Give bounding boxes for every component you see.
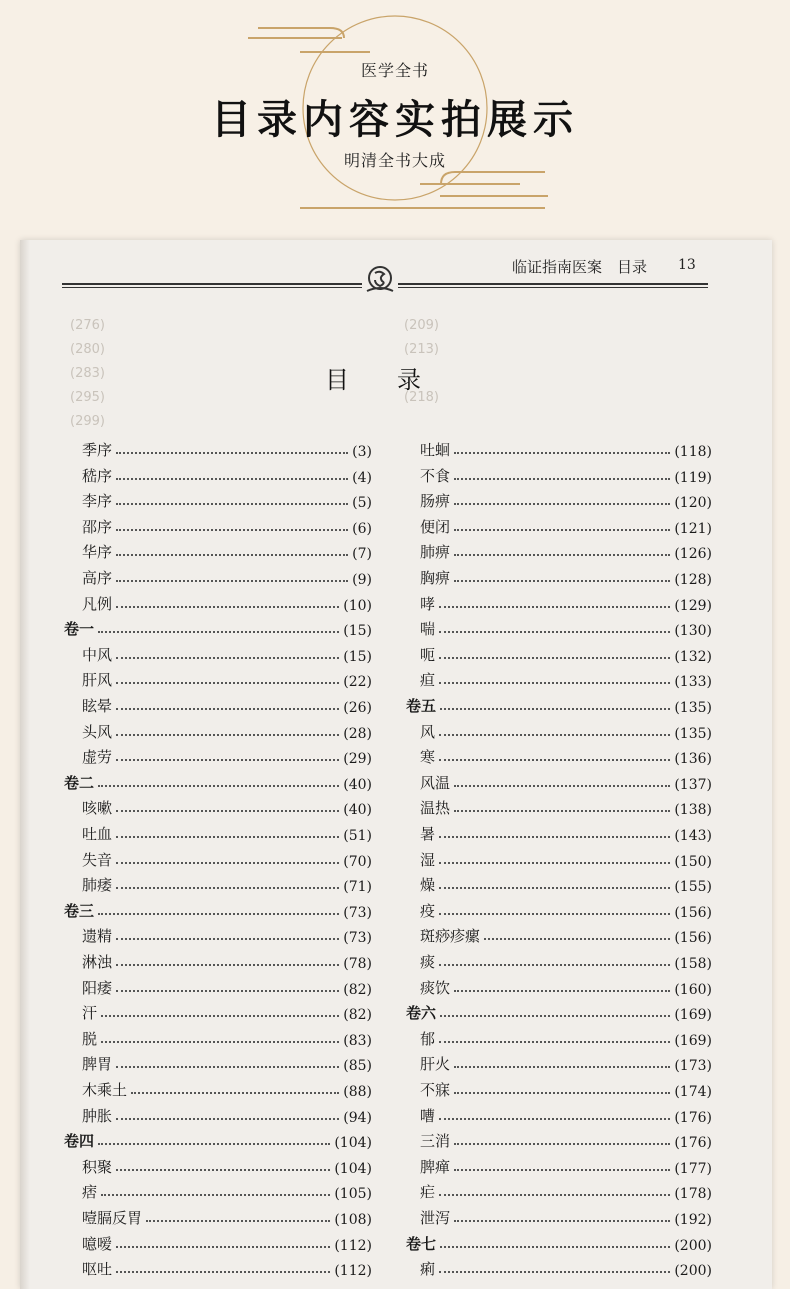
toc-entry <box>420 1206 712 1228</box>
toc-entry <box>420 464 712 486</box>
toc-entry-page: (26) <box>343 700 372 716</box>
toc-entry <box>82 873 372 895</box>
toc-entry-label: 遗精 <box>82 927 113 946</box>
toc-entry-label: 痰饮 <box>420 978 451 997</box>
toc-entry-page: (82) <box>343 1007 372 1024</box>
toc-entry-page: (9) <box>352 572 372 588</box>
dot-leader <box>439 912 670 915</box>
toc-entry-page: (200) <box>674 1263 712 1280</box>
bleed-through-text: (295) <box>70 390 105 405</box>
toc-entry <box>82 720 372 742</box>
toc-entry <box>420 1078 712 1100</box>
toc-entry-page: (129) <box>674 597 712 614</box>
toc-entry-label: 嘈 <box>420 1106 436 1125</box>
dot-leader <box>116 861 339 864</box>
dot-leader <box>440 707 670 710</box>
toc-entry-page: (40) <box>343 776 372 793</box>
toc-entry-page: (174) <box>674 1084 712 1100</box>
dot-leader <box>116 656 339 659</box>
toc-entry <box>420 1155 712 1177</box>
toc-volume-entry <box>406 1232 712 1254</box>
dot-leader <box>98 784 339 787</box>
toc-entry-label: 肝风 <box>82 671 113 690</box>
toc-entry-page: (128) <box>674 572 712 588</box>
toc-entry-page: (130) <box>674 623 712 640</box>
bleed-through-text: (213) <box>404 342 439 357</box>
dot-leader <box>116 989 339 992</box>
toc-entry-page: (135) <box>674 700 712 716</box>
dot-leader <box>98 630 339 633</box>
toc-entry <box>82 924 372 946</box>
toc-entry-label: 便闭 <box>420 517 451 536</box>
toc-entry-page: (176) <box>674 1135 712 1152</box>
toc-entry-label: 失音 <box>82 850 113 869</box>
toc-entry <box>82 1206 372 1228</box>
toc-entry-label: 邵序 <box>82 517 113 536</box>
toc-entry-label: 嵇序 <box>82 466 113 485</box>
dot-leader <box>439 1117 670 1120</box>
toc-entry-page: (3) <box>352 444 372 460</box>
toc-entry-page: (137) <box>674 776 712 793</box>
dot-leader <box>98 1142 330 1145</box>
toc-entry-label: 凡例 <box>82 594 113 613</box>
dot-leader <box>116 1065 339 1068</box>
toc-entry <box>82 848 372 870</box>
dot-leader <box>439 1193 670 1196</box>
toc-entry-label: 温热 <box>420 799 451 818</box>
toc-entry-label: 吐蛔 <box>420 441 451 459</box>
bleed-through-text: (299) <box>70 414 105 429</box>
toc-entry-page: (120) <box>674 495 712 512</box>
toc-entry <box>420 643 712 665</box>
dot-leader <box>440 1245 670 1248</box>
toc-entry <box>420 489 712 511</box>
dot-leader <box>116 809 339 812</box>
toc-entry-page: (155) <box>674 879 712 896</box>
toc-entry <box>420 1129 712 1151</box>
dot-leader <box>439 1040 670 1043</box>
toc-entry-label: 卷二 <box>64 773 95 792</box>
toc-entry-page: (5) <box>352 495 372 512</box>
toc-entry-label: 泄泻 <box>420 1209 451 1227</box>
dot-leader <box>454 1142 670 1145</box>
banner-main-title: 目录内容实拍展示 <box>211 97 579 143</box>
dot-leader <box>116 1270 330 1273</box>
dot-leader <box>116 579 348 582</box>
toc-entry <box>420 1257 712 1279</box>
dot-leader <box>454 579 670 582</box>
toc-entry <box>420 1180 712 1202</box>
toc-entry-page: (156) <box>674 904 712 921</box>
promo-banner <box>0 0 790 230</box>
toc-entry <box>82 1104 372 1126</box>
toc-entry-label: 汗 <box>82 1004 98 1023</box>
toc-entry-page: (133) <box>674 674 712 691</box>
toc-entry-page: (119) <box>674 469 712 486</box>
toc-entry <box>82 745 372 767</box>
toc-entry <box>420 1104 712 1126</box>
dot-leader <box>454 1091 670 1094</box>
toc-entry-label: 风 <box>420 722 436 741</box>
toc-entry <box>82 592 372 614</box>
toc-entry-page: (160) <box>674 981 712 998</box>
toc-volume-entry <box>64 617 372 639</box>
toc-entry <box>420 796 712 818</box>
toc-entry-page: (15) <box>343 623 372 640</box>
toc-entry-page: (156) <box>674 930 712 947</box>
toc-entry <box>420 1027 712 1049</box>
dot-leader <box>116 1117 339 1120</box>
toc-entry-page: (177) <box>674 1160 712 1177</box>
toc-entry-page: (112) <box>334 1263 372 1280</box>
toc-entry-label: 燥 <box>420 876 436 895</box>
toc-entry-label: 不寐 <box>420 1081 451 1099</box>
dot-leader <box>116 963 339 966</box>
dot-leader <box>454 784 670 787</box>
toc-entry-label: 咳嗽 <box>82 799 113 818</box>
toc-entry-page: (83) <box>343 1032 372 1049</box>
dot-leader <box>439 835 670 838</box>
toc-entry <box>420 720 712 742</box>
toc-entry-page: (29) <box>343 751 372 768</box>
dot-leader <box>439 656 670 659</box>
toc-entry-label: 风温 <box>420 773 451 792</box>
toc-entry-page: (132) <box>674 648 712 665</box>
bleed-through-text: (276) <box>70 318 105 333</box>
toc-entry-label: 华序 <box>82 543 113 562</box>
dot-leader <box>440 1014 670 1017</box>
toc-entry-page: (169) <box>674 1007 712 1024</box>
toc-entry-label: 痢 <box>420 1260 436 1279</box>
toc-entry <box>82 1078 372 1100</box>
header-rule <box>398 283 708 285</box>
toc-entry-page: (104) <box>334 1160 372 1177</box>
dot-leader <box>101 1014 339 1017</box>
dot-leader <box>454 553 670 556</box>
toc-entry-label: 暑 <box>420 825 436 843</box>
toc-entry <box>420 1052 712 1074</box>
toc-entry <box>420 924 712 946</box>
toc-entry-label: 木乘土 <box>82 1081 128 1099</box>
toc-entry <box>82 515 372 537</box>
dot-leader <box>439 630 670 633</box>
toc-entry-label: 疸 <box>420 671 436 690</box>
toc-entry-label: 头风 <box>82 722 113 741</box>
page-gutter-shadow <box>20 240 30 1289</box>
publisher-emblem-icon <box>364 264 396 296</box>
toc-entry <box>82 540 372 562</box>
toc-entry <box>82 822 372 844</box>
toc-entry <box>82 438 372 460</box>
toc-entry-label: 肠痹 <box>420 492 451 511</box>
toc-entry <box>420 771 712 793</box>
toc-entry-page: (15) <box>343 648 372 665</box>
toc-entry-label: 眩晕 <box>82 697 113 715</box>
toc-entry-page: (88) <box>343 1084 372 1100</box>
toc-entry-label: 阳痿 <box>82 978 113 997</box>
toc-entry-label: 不食 <box>420 466 451 485</box>
toc-entry <box>420 438 712 460</box>
toc-entry-label: 中风 <box>82 645 113 664</box>
bleed-through-text: (280) <box>70 342 105 357</box>
dot-leader <box>439 733 670 736</box>
toc-volume-entry <box>64 1129 372 1151</box>
header-rule <box>62 283 362 285</box>
toc-entry-label: 肺痿 <box>82 876 113 895</box>
dot-leader <box>439 681 670 684</box>
toc-entry-label: 斑痧疹瘰 <box>420 927 481 946</box>
toc-entry-label: 季序 <box>82 441 113 459</box>
toc-entry <box>420 745 712 767</box>
toc-entry-page: (6) <box>352 520 372 537</box>
toc-entry-page: (94) <box>343 1109 372 1126</box>
running-header-title: 临证指南医案 目录 <box>512 258 648 276</box>
toc-entry-label: 疫 <box>420 901 436 920</box>
toc-entry-page: (150) <box>674 853 712 870</box>
dot-leader <box>116 502 348 505</box>
bleed-through-text: (283) <box>70 366 105 381</box>
dot-leader <box>101 1193 330 1196</box>
toc-entry-page: (192) <box>674 1212 712 1228</box>
dot-leader <box>116 1245 330 1248</box>
dot-leader <box>439 963 670 966</box>
toc-entry-label: 痞 <box>82 1183 98 1202</box>
toc-entry-page: (108) <box>334 1212 372 1228</box>
dot-leader <box>439 758 670 761</box>
toc-entry-page: (73) <box>343 904 372 921</box>
dot-leader <box>439 605 670 608</box>
dot-leader <box>454 1219 670 1222</box>
toc-entry <box>82 1001 372 1023</box>
toc-entry-page: (105) <box>334 1186 372 1203</box>
toc-entry-label: 肝火 <box>420 1055 451 1074</box>
dot-leader <box>116 451 348 454</box>
dot-leader <box>116 707 339 710</box>
dot-leader <box>439 1270 670 1273</box>
toc-entry <box>420 873 712 895</box>
toc-entry-label: 胸痹 <box>420 569 451 587</box>
dot-leader <box>454 809 670 812</box>
toc-entry-page: (28) <box>343 725 372 742</box>
toc-entry <box>82 1180 372 1202</box>
toc-volume-entry <box>64 771 372 793</box>
toc-entry-label: 噎膈反胃 <box>82 1209 143 1227</box>
toc-entry <box>420 515 712 537</box>
toc-entry-page: (70) <box>343 853 372 870</box>
dot-leader <box>116 733 339 736</box>
dot-leader <box>116 758 339 761</box>
toc-entry-label: 呃 <box>420 645 436 664</box>
toc-entry <box>420 617 712 639</box>
toc-entry-label: 喘 <box>420 620 436 639</box>
dot-leader <box>116 886 339 889</box>
toc-entry-label: 痰 <box>420 953 436 971</box>
toc-entry-page: (121) <box>674 520 712 537</box>
bleed-through-text: (218) <box>404 390 439 405</box>
dot-leader <box>454 1065 670 1068</box>
toc-entry-page: (169) <box>674 1032 712 1049</box>
toc-entry-label: 淋浊 <box>82 953 113 971</box>
dot-leader <box>439 861 670 864</box>
toc-entry-label: 疟 <box>420 1183 436 1202</box>
toc-entry-page: (158) <box>674 956 712 972</box>
toc-entry <box>82 566 372 588</box>
toc-entry-label: 湿 <box>420 850 436 869</box>
toc-entry <box>420 822 712 844</box>
toc-entry <box>82 1155 372 1177</box>
toc-entry-label: 郁 <box>420 1029 436 1048</box>
toc-entry-label: 肺痹 <box>420 543 451 562</box>
header-rule <box>398 287 708 288</box>
dot-leader <box>116 605 339 608</box>
toc-entry <box>82 976 372 998</box>
toc-entry <box>420 899 712 921</box>
toc-entry-page: (135) <box>674 725 712 742</box>
toc-entry-page: (85) <box>343 1058 372 1075</box>
toc-entry-label: 卷七 <box>406 1234 437 1253</box>
dot-leader <box>116 528 348 531</box>
toc-volume-entry <box>64 899 372 921</box>
toc-entry-label: 脱 <box>82 1029 98 1048</box>
toc-entry <box>420 566 712 588</box>
toc-entry-page: (178) <box>674 1186 712 1203</box>
dot-leader <box>146 1219 330 1222</box>
toc-entry <box>82 694 372 716</box>
toc-entry-page: (143) <box>674 828 712 844</box>
running-header-page: 13 <box>678 257 696 273</box>
dot-leader <box>454 451 670 454</box>
toc-entry <box>82 668 372 690</box>
toc-entry <box>82 464 372 486</box>
dot-leader <box>116 477 348 480</box>
toc-entry-label: 脾瘅 <box>420 1157 451 1176</box>
toc-entry-page: (104) <box>334 1135 372 1152</box>
dot-leader <box>116 1168 330 1171</box>
dot-leader <box>454 477 670 480</box>
toc-entry-label: 卷六 <box>406 1004 437 1023</box>
dot-leader <box>116 681 339 684</box>
toc-entry-label: 卷三 <box>64 901 95 920</box>
dot-leader <box>454 989 670 992</box>
toc-entry-page: (71) <box>343 879 372 896</box>
toc-entry <box>420 976 712 998</box>
dot-leader <box>439 886 670 889</box>
toc-entry-label: 虚劳 <box>82 748 113 767</box>
dot-leader <box>116 553 348 556</box>
header-rule <box>62 287 362 288</box>
toc-entry <box>82 489 372 511</box>
toc-entry-page: (51) <box>343 828 372 844</box>
toc-entry-page: (138) <box>674 802 712 819</box>
toc-entry <box>420 592 712 614</box>
banner-top-text: 医学全书 <box>360 61 429 80</box>
toc-entry <box>82 950 372 972</box>
banner-sub-text: 明清全书大成 <box>343 151 446 170</box>
dot-leader <box>101 1040 339 1043</box>
toc-entry-label: 肿胀 <box>82 1106 113 1125</box>
toc-entry-page: (40) <box>343 802 372 819</box>
toc-entry-label: 三消 <box>420 1132 451 1151</box>
dot-leader <box>454 502 670 505</box>
toc-entry-page: (112) <box>334 1237 372 1254</box>
toc-entry-page: (78) <box>343 956 372 972</box>
toc-entry-page: (200) <box>674 1237 712 1254</box>
toc-entry <box>420 668 712 690</box>
toc-entry-label: 高序 <box>82 569 113 587</box>
dot-leader <box>116 835 339 838</box>
toc-entry-label: 卷五 <box>406 697 437 715</box>
toc-entry <box>82 1052 372 1074</box>
toc-entry-label: 积聚 <box>82 1157 113 1176</box>
toc-entry-label: 卷一 <box>64 620 95 639</box>
toc-entry <box>82 796 372 818</box>
toc-entry <box>420 950 712 972</box>
toc-entry-page: (82) <box>343 981 372 998</box>
toc-entry-page: (176) <box>674 1109 712 1126</box>
dot-leader <box>454 1168 670 1171</box>
toc-entry-label: 李序 <box>82 492 113 511</box>
toc-entry-page: (118) <box>674 444 712 460</box>
toc-entry-label: 吐血 <box>82 825 113 843</box>
toc-entry-label: 呕吐 <box>82 1260 113 1279</box>
toc-entry <box>420 848 712 870</box>
toc-entry-label: 噫嗳 <box>82 1234 113 1253</box>
toc-entry <box>420 540 712 562</box>
toc-entry-label: 哮 <box>420 594 436 613</box>
dot-leader <box>484 937 670 940</box>
toc-entry <box>82 1027 372 1049</box>
dot-leader <box>454 528 670 531</box>
dot-leader <box>131 1091 339 1094</box>
toc-entry <box>82 1257 372 1279</box>
dot-leader <box>116 937 339 940</box>
toc-title: 目录 <box>325 366 469 394</box>
toc-entry-label: 寒 <box>420 748 436 767</box>
toc-entry-page: (73) <box>343 930 372 947</box>
toc-entry-page: (7) <box>352 546 372 563</box>
toc-entry-page: (126) <box>674 546 712 563</box>
toc-entry-page: (10) <box>343 597 372 614</box>
bleed-through-text: (209) <box>404 318 439 333</box>
toc-entry <box>82 643 372 665</box>
toc-entry <box>82 1232 372 1254</box>
toc-entry-label: 卷四 <box>64 1132 95 1151</box>
toc-entry-page: (173) <box>674 1058 712 1075</box>
toc-volume-entry <box>406 694 712 716</box>
toc-entry-page: (4) <box>352 469 372 486</box>
toc-entry-label: 脾胃 <box>82 1055 113 1074</box>
toc-entry-page: (136) <box>674 751 712 768</box>
toc-volume-entry <box>406 1001 712 1023</box>
toc-entry-page: (22) <box>343 674 372 691</box>
dot-leader <box>98 912 339 915</box>
